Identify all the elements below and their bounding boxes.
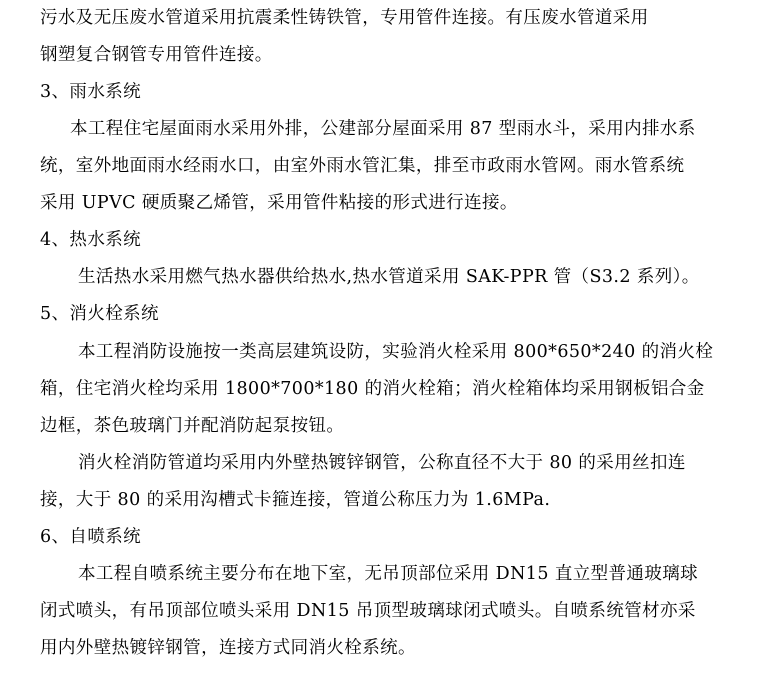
paragraph-line-2: 钢塑复合钢管专用管件连接。: [40, 45, 273, 65]
paragraph-line-8: 生活热水采用燃气热水器供给热水,热水管道采用 SAK-PPR 管（S3.2 系列）。: [78, 267, 700, 287]
paragraph-line-4: 本工程住宅屋面雨水采用外排，公建部分屋面采用 87 型雨水斗，采用内排水系: [70, 119, 696, 139]
paragraph-line-5: 统，室外地面雨水经雨水口，由室外雨水管汇集，排至市政雨水管网。雨水管系统: [40, 156, 685, 176]
section-heading-rainwater: 3、雨水系统: [40, 82, 142, 102]
paragraph-line-11: 箱，住宅消火栓均采用 1800*700*180 的消火栓箱；消火栓箱体均采用钢板铝合金: [40, 379, 705, 399]
paragraph-line-16: 本工程自喷系统主要分布在地下室，无吊顶部位采用 DN15 直立型普通玻璃球: [78, 564, 699, 584]
paragraph-line-12: 边框，茶色玻璃门并配消防起泵按钮。: [40, 416, 345, 436]
paragraph-line-14: 接，大于 80 的采用沟槽式卡箍连接，管道公称压力为 1.6MPa.: [40, 490, 551, 510]
paragraph-line-18: 用内外壁热镀锌钢管，连接方式同消火栓系统。: [40, 638, 416, 658]
section-heading-hot-water: 4、热水系统: [40, 230, 142, 250]
section-heading-sprinkler: 6、自喷系统: [40, 527, 142, 547]
section-heading-fire-hydrant: 5、消火栓系统: [40, 304, 159, 324]
paragraph-line-13: 消火栓消防管道均采用内外壁热镀锌钢管，公称直径不大于 80 的采用丝扣连: [78, 453, 686, 473]
paragraph-line-1: 污水及无压废水管道采用抗震柔性铸铁管，专用管件连接。有压废水管道采用: [40, 8, 649, 28]
paragraph-line-17: 闭式喷头，有吊顶部位喷头采用 DN15 吊顶型玻璃球闭式喷头。自喷系统管材亦采: [40, 601, 696, 621]
paragraph-line-6: 采用 UPVC 硬质聚乙烯管，采用管件粘接的形式进行连接。: [40, 193, 518, 213]
paragraph-line-10: 本工程消防设施按一类高层建筑设防，实验消火栓采用 800*650*240 的消火栓: [78, 342, 714, 362]
